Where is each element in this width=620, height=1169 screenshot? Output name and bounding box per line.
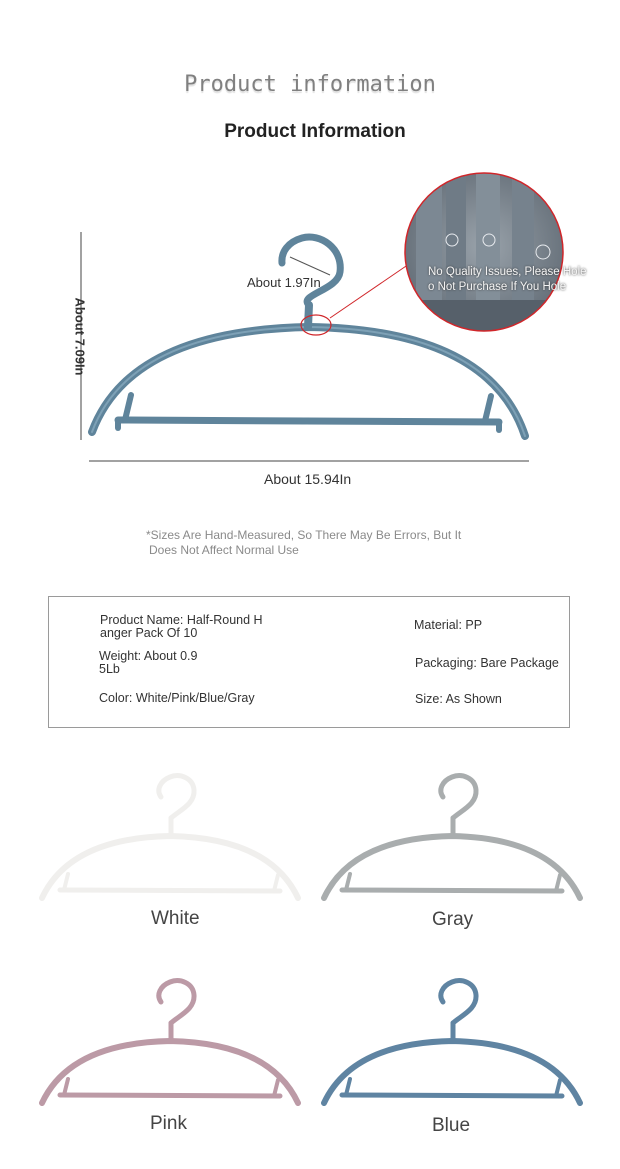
spec-weight bbox=[99, 650, 197, 676]
height-dimension-label: About 7.09In bbox=[72, 297, 88, 376]
spec-product-name bbox=[100, 614, 263, 640]
hanger-blue bbox=[324, 981, 580, 1103]
hook-leader-line bbox=[290, 257, 330, 275]
zoom-callout-line-1: No Quality Issues, Please Hole bbox=[428, 266, 587, 278]
variant-label-blue: Blue bbox=[432, 1115, 471, 1136]
measurement-note bbox=[146, 528, 461, 558]
hook-dimension-label: About 1.97In bbox=[247, 275, 321, 290]
faded-section-title: Product information bbox=[184, 72, 436, 97]
spec-color: Color: White/Pink/Blue/Gray bbox=[99, 691, 255, 705]
section-title: Product Information bbox=[224, 121, 406, 142]
zoom-detail bbox=[400, 170, 570, 340]
spec-packaging: Packaging: Bare Package bbox=[415, 656, 559, 670]
zoom-callout-text bbox=[428, 265, 587, 295]
width-dimension-label: About 15.94In bbox=[264, 471, 352, 487]
hanger-gray bbox=[324, 776, 580, 898]
hanger-white bbox=[42, 776, 298, 898]
spec-product-name-line-1: Product Name: Half-Round H bbox=[100, 613, 263, 627]
spec-size: Size: As Shown bbox=[415, 692, 502, 706]
spec-material: Material: PP bbox=[414, 618, 483, 632]
hanger-diagram bbox=[0, 0, 620, 500]
variant-label-white: White bbox=[151, 908, 200, 929]
variant-label-gray: Gray bbox=[432, 909, 474, 930]
zoom-callout-line-2: o Not Purchase If You Hole bbox=[428, 281, 567, 293]
measurement-note-line-2: Does Not Affect Normal Use bbox=[149, 543, 299, 557]
hanger-pink bbox=[42, 981, 298, 1103]
measurement-note-line-1: *Sizes Are Hand-Measured, So There May Be Errors, But It bbox=[146, 528, 462, 542]
color-variants-illustration bbox=[0, 760, 620, 1120]
variant-label-pink: Pink bbox=[150, 1113, 187, 1134]
spec-product-name-line-2: anger Pack Of 10 bbox=[100, 626, 198, 640]
spec-weight-line-1: Weight: About 0.9 bbox=[99, 649, 198, 663]
spec-weight-line-2: 5Lb bbox=[99, 662, 120, 676]
